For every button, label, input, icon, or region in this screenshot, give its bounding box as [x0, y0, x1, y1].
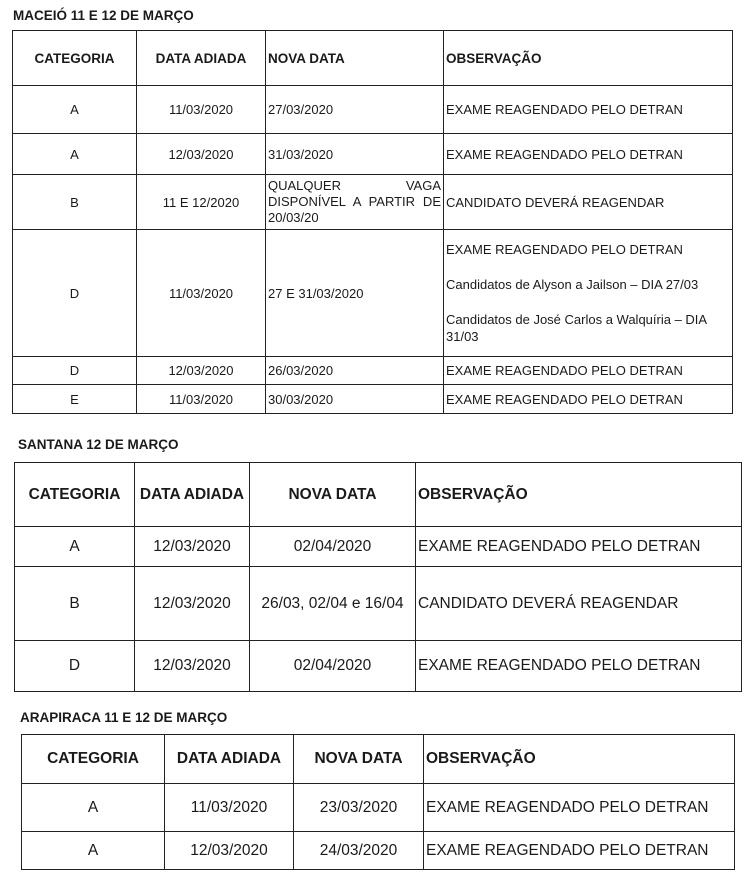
cell-nova-data: 27 E 31/03/2020	[266, 230, 444, 357]
cell-observacao: EXAME REAGENDADO PELO DETRAN	[424, 832, 735, 870]
cell-nova-data: 23/03/2020	[294, 784, 424, 832]
cell-nova-data: 30/03/2020	[266, 385, 444, 414]
header-categoria: CATEGORIA	[22, 735, 165, 784]
cell-data-adiada: 12/03/2020	[135, 567, 250, 641]
table-row	[13, 86, 733, 134]
cell-nova-data: 02/04/2020	[250, 641, 416, 692]
cell-categoria: B	[15, 567, 135, 641]
header-nova-data: NOVA DATA	[250, 463, 416, 527]
cell-observacao: EXAME REAGENDADO PELO DETRAN	[424, 784, 735, 832]
table-row	[22, 784, 735, 832]
table-row	[15, 567, 742, 641]
table-row	[13, 385, 733, 414]
table-row	[13, 134, 733, 175]
cell-observacao	[444, 230, 733, 357]
table-row	[22, 832, 735, 870]
header-categoria: CATEGORIA	[13, 31, 137, 86]
cell-data-adiada: 11 E 12/2020	[137, 175, 266, 230]
maceio-table	[12, 30, 733, 414]
cell-categoria: D	[15, 641, 135, 692]
observacao-line: EXAME REAGENDADO PELO DETRAN	[446, 242, 683, 257]
table-row	[13, 357, 733, 385]
table-row	[13, 175, 733, 230]
observacao-line: Candidatos de Alyson a Jailson – DIA 27/03	[446, 277, 699, 292]
cell-nova-data: 24/03/2020	[294, 832, 424, 870]
header-nova-data: NOVA DATA	[266, 31, 444, 86]
cell-categoria: A	[22, 832, 165, 870]
santana-title: SANTANA 12 DE MARÇO	[18, 437, 179, 452]
cell-observacao: EXAME REAGENDADO PELO DETRAN	[444, 134, 733, 175]
maceio-title: MACEIÓ 11 E 12 DE MARÇO	[13, 8, 194, 23]
header-categoria: CATEGORIA	[15, 463, 135, 527]
cell-nova-data: QUALQUER VAGA DISPONÍVEL A PARTIR DE 20/03/20	[266, 175, 444, 230]
cell-observacao: EXAME REAGENDADO PELO DETRAN	[444, 385, 733, 414]
observacao-line: Candidatos de José Carlos a Walquíria – DIA 31/03	[446, 312, 707, 344]
cell-observacao: EXAME REAGENDADO PELO DETRAN	[444, 357, 733, 385]
cell-observacao: EXAME REAGENDADO PELO DETRAN	[444, 86, 733, 134]
cell-categoria: D	[13, 357, 137, 385]
cell-categoria: A	[13, 134, 137, 175]
cell-data-adiada: 12/03/2020	[135, 641, 250, 692]
cell-data-adiada: 11/03/2020	[137, 385, 266, 414]
cell-nova-data: 02/04/2020	[250, 527, 416, 567]
cell-data-adiada: 12/03/2020	[135, 527, 250, 567]
cell-observacao: EXAME REAGENDADO PELO DETRAN	[416, 641, 742, 692]
cell-data-adiada: 11/03/2020	[137, 86, 266, 134]
cell-categoria: B	[13, 175, 137, 230]
header-observacao: OBSERVAÇÃO	[444, 31, 733, 86]
table-row	[15, 527, 742, 567]
santana-table	[14, 462, 742, 692]
header-nova-data: NOVA DATA	[294, 735, 424, 784]
header-data-adiada: DATA ADIADA	[137, 31, 266, 86]
cell-nova-data: 26/03, 02/04 e 16/04	[250, 567, 416, 641]
arapiraca-table	[21, 734, 735, 870]
header-data-adiada: DATA ADIADA	[135, 463, 250, 527]
header-observacao: OBSERVAÇÃO	[424, 735, 735, 784]
cell-categoria: E	[13, 385, 137, 414]
cell-observacao: EXAME REAGENDADO PELO DETRAN	[416, 527, 742, 567]
table-row	[13, 230, 733, 357]
header-data-adiada: DATA ADIADA	[165, 735, 294, 784]
cell-categoria: A	[22, 784, 165, 832]
cell-nova-data: 31/03/2020	[266, 134, 444, 175]
cell-nova-data: 26/03/2020	[266, 357, 444, 385]
cell-data-adiada: 11/03/2020	[137, 230, 266, 357]
cell-nova-data: 27/03/2020	[266, 86, 444, 134]
cell-data-adiada: 12/03/2020	[137, 134, 266, 175]
table-header-row	[22, 735, 735, 784]
table-header-row	[13, 31, 733, 86]
arapiraca-title: ARAPIRACA 11 E 12 DE MARÇO	[20, 710, 228, 725]
header-observacao: OBSERVAÇÃO	[416, 463, 742, 527]
cell-data-adiada: 12/03/2020	[137, 357, 266, 385]
cell-observacao: CANDIDATO DEVERÁ REAGENDAR	[416, 567, 742, 641]
cell-categoria: D	[13, 230, 137, 357]
table-header-row	[15, 463, 742, 527]
cell-categoria: A	[13, 86, 137, 134]
table-row	[15, 641, 742, 692]
cell-data-adiada: 12/03/2020	[165, 832, 294, 870]
cell-observacao: CANDIDATO DEVERÁ REAGENDAR	[444, 175, 733, 230]
cell-data-adiada: 11/03/2020	[165, 784, 294, 832]
cell-categoria: A	[15, 527, 135, 567]
